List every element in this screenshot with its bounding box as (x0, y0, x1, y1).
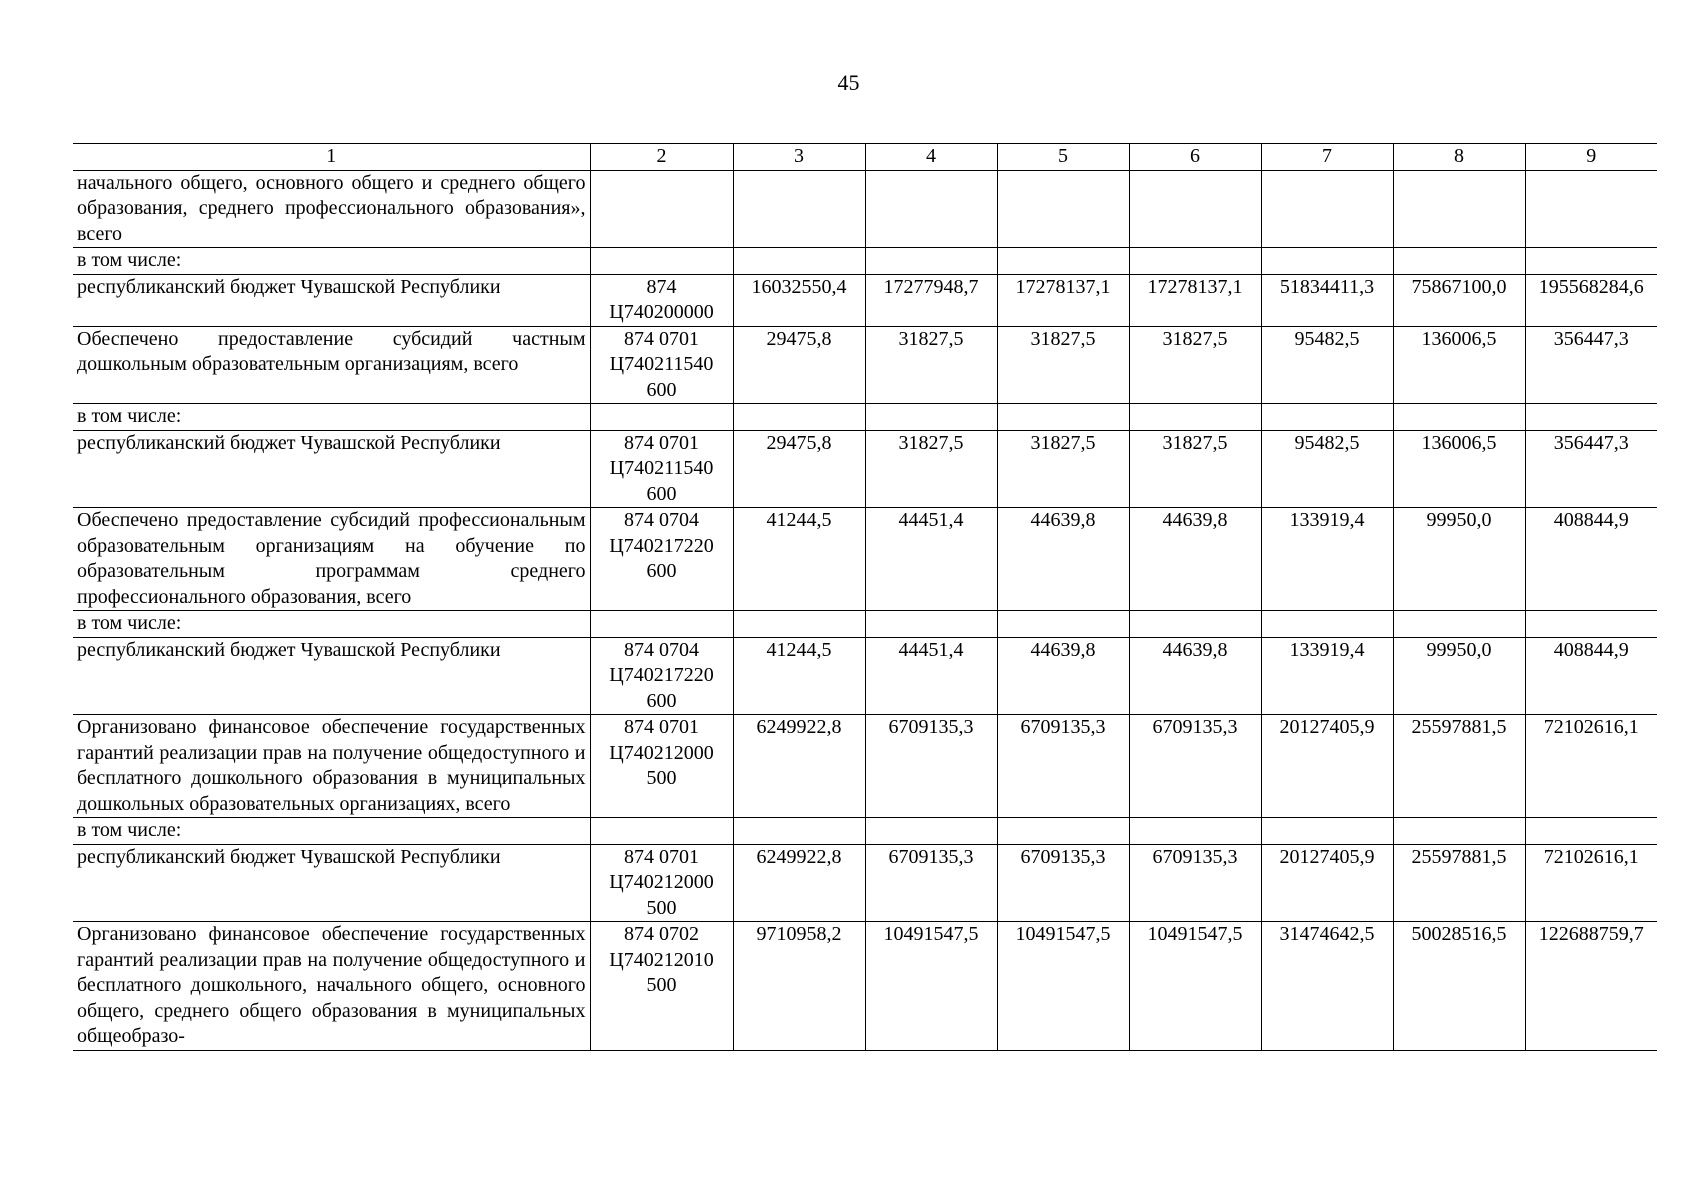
value-cell: 31827,5 (865, 430, 997, 508)
table-row (73, 170, 1657, 248)
budget-code: 874 Ц740200000 (590, 274, 733, 326)
value-cell (1393, 611, 1525, 638)
value-cell: 31474642,5 (1261, 922, 1393, 1051)
value-cell: 136006,5 (1393, 326, 1525, 404)
table-row (73, 637, 1657, 715)
page-number-text: 45 (837, 70, 860, 95)
value-cell: 41244,5 (733, 637, 865, 715)
table-row (73, 818, 1657, 845)
value-cell: 17277948,7 (865, 274, 997, 326)
value-cell (997, 818, 1129, 845)
value-cell: 50028516,5 (1393, 922, 1525, 1051)
value-cell (997, 170, 1129, 248)
column-header: 3 (733, 144, 865, 171)
value-cell: 6709135,3 (997, 844, 1129, 922)
table-row (73, 248, 1657, 275)
value-cell: 75867100,0 (1393, 274, 1525, 326)
value-cell (1261, 611, 1393, 638)
value-cell (1261, 170, 1393, 248)
value-cell (1525, 818, 1657, 845)
value-cell (1129, 248, 1261, 275)
value-cell: 44451,4 (865, 508, 997, 611)
value-cell: 99950,0 (1393, 508, 1525, 611)
value-cell (733, 404, 865, 431)
value-cell (1129, 611, 1261, 638)
value-cell: 31827,5 (1129, 326, 1261, 404)
value-cell: 10491547,5 (865, 922, 997, 1051)
value-cell (733, 170, 865, 248)
value-cell: 16032550,4 (733, 274, 865, 326)
value-cell (1393, 818, 1525, 845)
value-cell (733, 611, 865, 638)
value-cell: 133919,4 (1261, 637, 1393, 715)
column-header: 2 (590, 144, 733, 171)
value-cell (865, 404, 997, 431)
value-cell: 72102616,1 (1525, 844, 1657, 922)
column-header: 5 (997, 144, 1129, 171)
value-cell: 6709135,3 (997, 715, 1129, 818)
value-cell: 95482,5 (1261, 430, 1393, 508)
value-cell: 195568284,6 (1525, 274, 1657, 326)
value-cell (997, 404, 1129, 431)
value-cell (733, 248, 865, 275)
column-header: 7 (1261, 144, 1393, 171)
value-cell: 25597881,5 (1393, 715, 1525, 818)
table-row (73, 611, 1657, 638)
row-description: Организовано финансовое обеспечение государственных гарантий реализации прав на получение общедоступного и бесплатного дошкольного, начального общего, основного общего, среднего общего образования в муниципальных общеобразо- (73, 922, 590, 1051)
column-header: 1 (73, 144, 590, 171)
value-cell: 51834411,3 (1261, 274, 1393, 326)
budget-code (590, 248, 733, 275)
value-cell: 31827,5 (865, 326, 997, 404)
value-cell: 6249922,8 (733, 715, 865, 818)
budget-table (73, 143, 1657, 1051)
value-cell (1525, 404, 1657, 431)
column-header: 9 (1525, 144, 1657, 171)
value-cell: 10491547,5 (1129, 922, 1261, 1051)
table-row (73, 715, 1657, 818)
value-cell (1261, 248, 1393, 275)
value-cell: 17278137,1 (1129, 274, 1261, 326)
value-cell: 25597881,5 (1393, 844, 1525, 922)
value-cell: 31827,5 (1129, 430, 1261, 508)
value-cell: 95482,5 (1261, 326, 1393, 404)
value-cell (1129, 170, 1261, 248)
value-cell (1129, 818, 1261, 845)
row-description: республиканский бюджет Чувашской Республики (73, 430, 590, 508)
value-cell: 133919,4 (1261, 508, 1393, 611)
column-header: 6 (1129, 144, 1261, 171)
value-cell: 31827,5 (997, 326, 1129, 404)
value-cell (733, 818, 865, 845)
subheading-label: в том числе: (73, 248, 590, 275)
row-description: Обеспечено предоставление субсидий частным дошкольным образовательным организациям, всего (73, 326, 590, 404)
row-description: республиканский бюджет Чувашской Республики (73, 637, 590, 715)
budget-code (590, 818, 733, 845)
value-cell: 29475,8 (733, 430, 865, 508)
column-header: 4 (865, 144, 997, 171)
value-cell (1393, 404, 1525, 431)
value-cell (1393, 170, 1525, 248)
row-description: Организовано финансовое обеспечение государственных гарантий реализации прав на получение общедоступного и бесплатного дошкольного образования в муниципальных дошкольных образовательных организациях, всего (73, 715, 590, 818)
value-cell (865, 611, 997, 638)
column-header: 8 (1393, 144, 1525, 171)
value-cell: 408844,9 (1525, 637, 1657, 715)
subheading-label: в том числе: (73, 818, 590, 845)
table-row (73, 430, 1657, 508)
budget-code (590, 170, 733, 248)
budget-code (590, 404, 733, 431)
value-cell: 44639,8 (997, 637, 1129, 715)
value-cell: 31827,5 (997, 430, 1129, 508)
budget-code: 874 0704 Ц740217220 600 (590, 637, 733, 715)
value-cell: 44639,8 (1129, 637, 1261, 715)
value-cell: 6709135,3 (1129, 844, 1261, 922)
value-cell (1525, 611, 1657, 638)
row-description: республиканский бюджет Чувашской Республики (73, 844, 590, 922)
value-cell: 356447,3 (1525, 326, 1657, 404)
value-cell: 44451,4 (865, 637, 997, 715)
row-description: Обеспечено предоставление субсидий профессиональным образовательным организациям на обучение по образовательным программам среднего профессионального образования, всего (73, 508, 590, 611)
value-cell: 6709135,3 (865, 844, 997, 922)
value-cell (865, 818, 997, 845)
budget-code: 874 0704 Ц740217220 600 (590, 508, 733, 611)
value-cell: 9710958,2 (733, 922, 865, 1051)
budget-code: 874 0701 Ц740211540 600 (590, 326, 733, 404)
value-cell: 29475,8 (733, 326, 865, 404)
value-cell: 408844,9 (1525, 508, 1657, 611)
value-cell: 136006,5 (1393, 430, 1525, 508)
value-cell (1129, 404, 1261, 431)
value-cell: 17278137,1 (997, 274, 1129, 326)
budget-code: 874 0701 Ц740211540 600 (590, 430, 733, 508)
value-cell (1261, 818, 1393, 845)
table-body (73, 170, 1657, 1050)
row-description: республиканский бюджет Чувашской Республики (73, 274, 590, 326)
table-row (73, 508, 1657, 611)
table-row (73, 922, 1657, 1051)
value-cell: 122688759,7 (1525, 922, 1657, 1051)
value-cell: 356447,3 (1525, 430, 1657, 508)
table-row (73, 844, 1657, 922)
subheading-label: в том числе: (73, 404, 590, 431)
value-cell (865, 170, 997, 248)
value-cell: 99950,0 (1393, 637, 1525, 715)
value-cell: 20127405,9 (1261, 715, 1393, 818)
value-cell: 44639,8 (997, 508, 1129, 611)
value-cell (997, 248, 1129, 275)
value-cell (1525, 170, 1657, 248)
value-cell: 6249922,8 (733, 844, 865, 922)
value-cell (865, 248, 997, 275)
value-cell: 20127405,9 (1261, 844, 1393, 922)
budget-code: 874 0702 Ц740212010 500 (590, 922, 733, 1051)
table-row (73, 326, 1657, 404)
table-header (73, 144, 1657, 171)
value-cell: 6709135,3 (1129, 715, 1261, 818)
value-cell (1525, 248, 1657, 275)
budget-code: 874 0701 Ц740212000 500 (590, 715, 733, 818)
value-cell (1393, 248, 1525, 275)
value-cell: 41244,5 (733, 508, 865, 611)
value-cell: 44639,8 (1129, 508, 1261, 611)
row-description: начального общего, основного общего и среднего общего образования, среднего профессионального образования», всего (73, 170, 590, 248)
value-cell: 10491547,5 (997, 922, 1129, 1051)
header-row (73, 144, 1657, 171)
value-cell: 6709135,3 (865, 715, 997, 818)
value-cell (1261, 404, 1393, 431)
budget-code (590, 611, 733, 638)
budget-code: 874 0701 Ц740212000 500 (590, 844, 733, 922)
table-row (73, 404, 1657, 431)
subheading-label: в том числе: (73, 611, 590, 638)
table-row (73, 274, 1657, 326)
value-cell (997, 611, 1129, 638)
page-number (0, 70, 1697, 96)
value-cell: 72102616,1 (1525, 715, 1657, 818)
